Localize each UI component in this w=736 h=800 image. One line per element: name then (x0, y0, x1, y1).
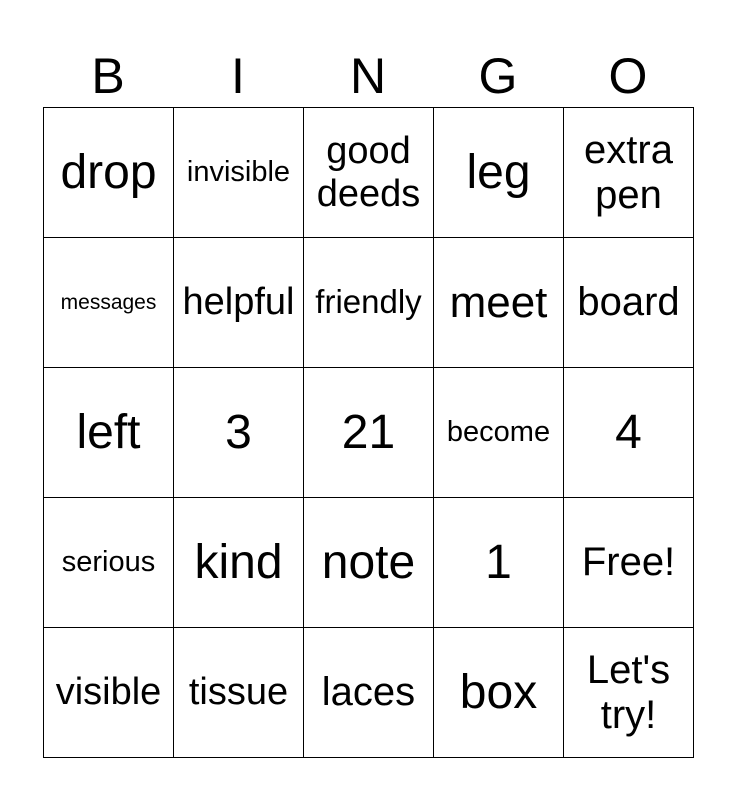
cell-text: tissue (188, 671, 289, 714)
bingo-cell[interactable] (564, 368, 694, 498)
cell-text: leg (466, 145, 531, 199)
bingo-cell[interactable] (434, 498, 564, 628)
cell-text: drop (60, 145, 157, 199)
cell-text: extra pen (584, 127, 673, 217)
bingo-cell[interactable] (564, 628, 694, 758)
bingo-cell[interactable] (174, 368, 304, 498)
bingo-cell[interactable] (304, 238, 434, 368)
bingo-cell[interactable] (174, 498, 304, 628)
cell-text: become (446, 416, 551, 449)
bingo-cell[interactable] (44, 368, 174, 498)
cell-text: laces (321, 670, 416, 715)
bingo-cell[interactable] (434, 238, 564, 368)
bingo-cell[interactable] (44, 628, 174, 758)
cell-text: 3 (225, 405, 252, 459)
header-letter-b: B (91, 48, 125, 104)
bingo-cell[interactable] (564, 108, 694, 238)
cell-text: invisible (186, 156, 291, 189)
cell-text: good deeds (316, 129, 421, 215)
header-letter-n: N (349, 48, 387, 104)
header-letter-o: O (608, 48, 648, 104)
cell-text: left (76, 405, 141, 459)
cell-text: Let's try! (586, 647, 671, 737)
cell-text: serious (61, 546, 156, 579)
bingo-header (43, 48, 693, 104)
bingo-cell[interactable] (174, 628, 304, 758)
bingo-cell[interactable] (174, 108, 304, 238)
cell-text: visible (55, 671, 162, 714)
bingo-cell[interactable] (564, 238, 694, 368)
cell-text: Free! (581, 540, 676, 585)
cell-text: board (577, 280, 680, 325)
bingo-cell[interactable] (434, 628, 564, 758)
bingo-cell[interactable] (44, 498, 174, 628)
cell-text: kind (194, 535, 283, 589)
bingo-grid (43, 107, 694, 758)
bingo-cell[interactable] (564, 498, 694, 628)
cell-text: 21 (341, 405, 396, 459)
bingo-cell[interactable] (174, 238, 304, 368)
bingo-cell[interactable] (434, 368, 564, 498)
header-letter-g: G (478, 48, 518, 104)
bingo-cell[interactable] (434, 108, 564, 238)
bingo-cell[interactable] (304, 368, 434, 498)
cell-text: 1 (485, 535, 512, 589)
cell-text: 4 (615, 405, 642, 459)
header-letter-i: I (231, 48, 245, 104)
cell-text: box (459, 665, 538, 719)
cell-text: meet (449, 277, 548, 327)
bingo-cell[interactable] (304, 498, 434, 628)
cell-text: helpful (182, 281, 295, 324)
bingo-cell[interactable] (44, 238, 174, 368)
bingo-cell[interactable] (44, 108, 174, 238)
bingo-cell[interactable] (304, 108, 434, 238)
cell-text: note (321, 535, 416, 589)
cell-text: friendly (315, 283, 422, 321)
bingo-cell[interactable] (304, 628, 434, 758)
cell-text: messages (60, 290, 157, 314)
